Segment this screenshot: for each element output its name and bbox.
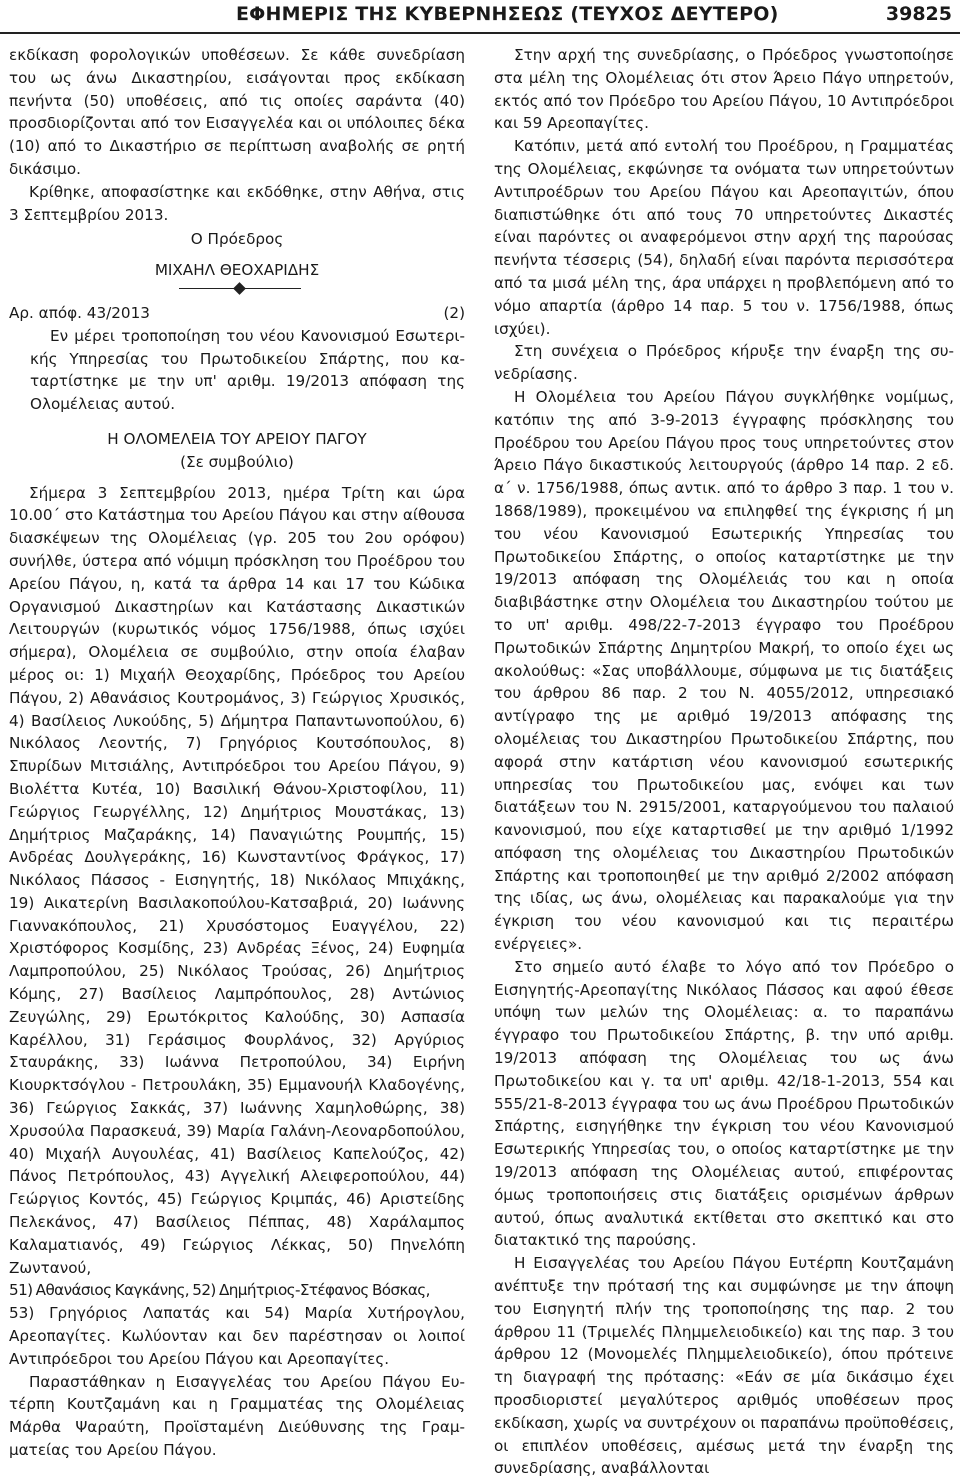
decision-header (9, 302, 465, 325)
paragraph: Η Ολομέλεια του Αρείου Πάγου συγκλήθηκε νομίμως, κατόπιν της από 3-9-2013 έγγραφης πρόσκλησης του Προέδρου του Αρείου Πάγου προς τους υπηρετούντες στον Άρειο Πάγο δικαστικούς λειτουργούς (άρθρο 14 παρ. 2 εδ. α΄ ν. 1756/1988, όπως αντικ. από το άρθρο 3 παρ. 1 του ν. 1868/1989), προκειμένου να επιληφθεί της έγκρισης ή μη του νέου Κανονισμού Εσωτερικής Υπηρεσίας του Πρωτοδικείου Σπάρτης, ο οποίος καταρτίστηκε με την 19/2013 απόφαση της Ολομέλειάς του και η οποία διαβιβάστηκε στην Ολομέλεια του Δικαστηρίου τούτου με το υπ' αριθμ. 498/22-7-2013 έγγραφο του Προέδρου Πρωτοδικών Σπάρτης Δημητρίου Μακρή, το οποίο έχει ως ακολούθως: «Σας υποβάλλουμε, σύμφωνα με τις διατάξεις του άρθρου 86 παρ. 2 του Ν. 4055/2012, υπηρεσιακό αντίγραφο της με αριθμό 19/2013 απόφασης της ολομέλειας του Δικαστηρίου Πρωτοδικείου Σπάρτης, που αφορά στην κατάρτιση νέου κανονισμού εσωτερικής υπηρεσίας του Πρωτοδικείου μας, ενόψει και των διατάξεων του Ν. 2915/2001, καταργούμενου του παλαιού κανονισμού, που είχε καταρτισθεί με την αριθμό 1/1992 απόφαση της ολομέλειας του Δικαστηρίου Πρωτοδικών Σπάρτης και τροποποιηθεί με την αριθμό 2/2002 απόφαση της ιδίας, ως άνω, ολομέλειας και παρακαλούμε για την έγκριση του νέου κανονισμού και τις περαιτέρω ενέργειες». (494, 387, 954, 954)
diamond-icon (233, 282, 246, 295)
date-line: Σήμερα 3 Σεπτεμβρίου 2013, ημέρα Τρίτη και ώρα (29, 483, 465, 502)
page-number: 39825 (885, 3, 952, 25)
paragraph: Παραστάθηκαν η Εισαγγελέας του Αρείου Πάγου Ευτέρπη Κουτζαμάνη και η Γραμματέας της Ολομέλειας Μάρθα Ψαραύτη, Προϊσταμένη Διεύθυνσης της Γραμματείας του Αρείου Πάγου. (9, 1372, 465, 1460)
paragraph: Κατόπιν, μετά από εντολή του Προέδρου, η Γραμματέας της Ολομέλειας, εκφώνησε τα ονόματα των υπηρετούντων Αντιπροέδρων του Αρείου Πάγου και Αρεοπαγιτών, όπου διαπιστώθηκε ότι από τους 70 υπηρετούντες Δικαστές είναι παρόντες οι αναφερόμενοι στην αρχή της παρούσας πενήντα τέσσερις (54), δηλαδή είναι παρόντα περισσότερα από τα μισά μέλη της, άρα υπάρχει η προβλεπόμενη από το νόμο απαρτία (άρθρο 14 παρ. 5 του ν. 1756/1988, όπως ισχύει). (494, 137, 954, 338)
page-header (0, 0, 960, 34)
paragraph: 10.00΄ στο Κατάστημα του Αρείου Πάγου και στην αίθουσα διασκέψεων της Ολομέλειας (γρ. 205 του 2ου ορόφου) συνήλθε, ύστερα από νόμιμη πρόσκληση του Προέδρου του Αρείου Πάγου, η, κατά τα άρθρα 14 και 17 του Κώδικα Οργανισμού Δικαστηρίων και Κατάστασης Δικαστικών Λειτουργών (κυρωτικός νόμος 1756/1988, όπως ισχύει σήμερα), Ολομέλεια σε συμβούλιο, στην οποία έλαβαν μέρος οι: 1) Μιχαήλ Θεοχαρίδης, Πρόεδρος του Αρείου Πάγου, 2) Αθανάσιος Κουτρομάνος, 3) Γεώργιος Χρυσικός, 4) Βασίλειος Λυκούδης, 5) Δήμητρα Παπαντωνοπούλου, 6) Νικόλαος Λεοντής, 7) Γρηγόριος Κουτσόπουλος, 8) Σπυρίδων Μιτσιάλης, Αντιπρόεδροι του Αρείου Πάγου, 9) Βιολέττα Κυτέα, 10) Βασιλική Θάνου-Χριστοφίλου, 11) Γεώργιος Γεωργέλλης, 12) Δημήτριος Μουστάκας, 13) Δημήτριος Μαζαράκης, 14) Παναγιώτης Ρουμπής, 15) Ανδρέας Δουλγεράκης, 16) Κωνσταντίνος Φράγκος, 17) Νικόλαος Πάσσος - Εισηγητής, 18) Νικόλαος Μπιχάκης, 19) Αικατερίνη Βασιλακοπούλου-Κατσαβριά, 20) Ιωάννης Γιαννακόπουλος, 21) Χρυσόστομος Ευαγγέλου, 22) Χριστόφορος Κοσμίδης, 23) Ανδρέας Ξένος, 24) Ευφημία Λαμπροπούλου, 25) Νικόλαος Τρούσας, 26) Δημήτριος Κόμης, 27) Βασίλειος Λαμπρόπουλος, 28) Αντώνιος Ζευγώλης, 29) Ερωτόκριτος Καλούδης, 30) Ασπασία Καρέλλου, 31) Γεράσιμος Φουρλάνος, 32) Αργύριος Σταυράκης, 33) Ιωάννα Πετροπούλου, 34) Ειρήνη Κιουρκτσόγλου - Πετρουλάκη, 35) Εμμανουήλ Κλαδογένης, 36) Γεώργιος Σακκάς, 37) Ιωάννης Χαμηλοθώρης, 38) Χρυσούλα Παρασκευά, 39) Μαρία Γαλάνη-Λεοναρδοπούλου, 40) Μιχαήλ Αυγουλέας, 41) Βασίλειος Καπελούζος, 42) Πάνος Πετρόπουλος, 43) Αγγελική Αλειφεροπούλου, 44) Γεώργιος Κοντός, 45) Γεώργιος Κριμπάς, 46) Αριστείδης Πελεκάνος, 47) Βασίλειος Πέππας, 48) Χαράλαμπος Καλαματιανός, 49) Γεώργιος Λέκκας, 50) Πηνελόπη Ζωντανού, (9, 506, 465, 1277)
paragraph: Στο σημείο αυτό έλαβε το λόγο από τον Πρόεδρο ο Εισηγητής-Αρεοπαγίτης Νικόλαος Πάσσος και αφού έθεσε υπόψη των μελών της Ολομέλειας: α. το παραπάνω έγγραφο του Πρωτοδικείου Σπάρτης, β. την υπό αριθμ. 19/2013 απόφαση της Ολομέλειας του ως άνω Πρωτοδικείου και γ. τα υπ' αριθμ. 42/18-1-2013, 554 και 555/21-8-2013 έγγραφα του ως άνω Προέδρου Πρωτοδικών Σπάρτης, εισηγήθηκε την έγκριση του νέου Κανονισμού Εσωτερικής Υπηρεσίας του, ο οποίος καταρτίστηκε με την 19/2013 απόφαση της Ολομέλειας αυτού, επιφέροντας όμως τροποποιήσεις στις διατάξεις ορισμένων άρθρων αυτού, όπως αναλυτικά εκτίθεται στο σκεπτικό και στο διατακτικό της παρούσης. (494, 957, 954, 1250)
decision-index: (2) (443, 303, 465, 322)
decision-title: Εν μέρει τροποποίηση του νέου Κανονισμού Εσωτερικής Υπηρεσίας του Πρωτοδικείου Σπάρτης, που καταρτίστηκε με την υπ' αριθμ. 19/2013 απόφαση της Ολομέλειας αυτού. (30, 326, 465, 414)
paragraph: 53) Γρηγόριος Λαπατάς και 54) Μαρία Χυτήρογλου, Αρεοπαγίτες. Κωλύονταν και δεν παρέστησαν οι λοιποί Αντιπρόεδροι του Αρείου Πάγου και Αρεοπαγίτες. (9, 1304, 465, 1368)
left-column (9, 44, 465, 1460)
paragraph: Στην αρχή της συνεδρίασης, ο Πρόεδρος γνωστοποίησε στα μέλη της Ολομέλειας ότι στον Άρειο Πάγο υπηρετούν, εκτός από τον Πρόεδρο του Αρείου Πάγου, 10 Αντιπρόεδροι και 59 Αρεοπαγίτες. (494, 46, 954, 133)
gazette-title: ΕΦΗΜΕΡΙΣ ΤΗΣ ΚΥΒΕΡΝΗΣΕΩΣ (ΤΕΥΧΟΣ ΔΕΥΤΕΡΟ) (236, 3, 779, 25)
header-rule (0, 32, 960, 34)
decision-number: Αρ. απόφ. 43/2013 (9, 303, 150, 322)
paragraph: Κρίθηκε, αποφασίστηκε και εκδόθηκε, στην Αθήνα, στις 3 Σεπτεμβρίου 2013. (9, 182, 465, 224)
president-name: ΜΙΧΑΗΛ ΘΕΟΧΑΡΙΔΗΣ (154, 261, 320, 280)
paragraph: εκδίκαση φορολογικών υποθέσεων. Σε κάθε συνεδρίαση του ως άνω Δικαστηρίου, εισάγονται προς εκδίκαση πενήντα (50) υποθέσεις, από τις οποίες σαράντα (40) προσδιορίζονται από τον Εισαγγελέα και οι υπόλοιπες δέκα (10) από το Δικαστήριο σε περίπτωση αναβολής σε ρητή δικάσιμο. (9, 46, 465, 178)
paragraph: Η Εισαγγελέας του Αρείου Πάγου Ευτέρπη Κουτζαμάνη ανέπτυξε την πρότασή της και συμφώνησε με την άποψη του Εισηγητή πλήν της τροποποίησης της παρ. 2 του άρθρου 11 (Τριμελές Πλημμελειοδικείο) και της παρ. 3 του άρθρου 12 (Μονομελές Πλημμελειοδικείο), όπου πρότεινε τη διαγραφή της πρότασης: «Εάν σε μία δικάσιμο έχει προσδιοριστεί μεγαλύτερος αριθμός υποθέσεων προς εκδίκαση, χωρίς να συντρέχουν οι παραπάνω προϋποθέσεις, οι επιπλέον υποθέσεις, αμέσως μετά την έναρξη της συνεδρίασης, αναβάλλονται (494, 1254, 954, 1478)
paragraph-line: 51) Αθανάσιος Καγκάνης, 52) Δημήτριος-Στέφανος Βόσκας, (9, 1281, 430, 1300)
court-subheading: (Σε συμβούλιο) (180, 452, 294, 471)
paragraph: Στη συνέχεια ο Πρόεδρος κήρυξε την έναρξη της συνεδρίασης. (494, 342, 954, 384)
court-heading: Η ΟΛΟΜΕΛΕΙΑ ΤΟΥ ΑΡΕΙΟΥ ΠΑΓΟΥ (107, 429, 367, 448)
section-separator (9, 282, 465, 296)
president-label: Ο Πρόεδρος (190, 230, 284, 249)
right-column (494, 44, 954, 1478)
